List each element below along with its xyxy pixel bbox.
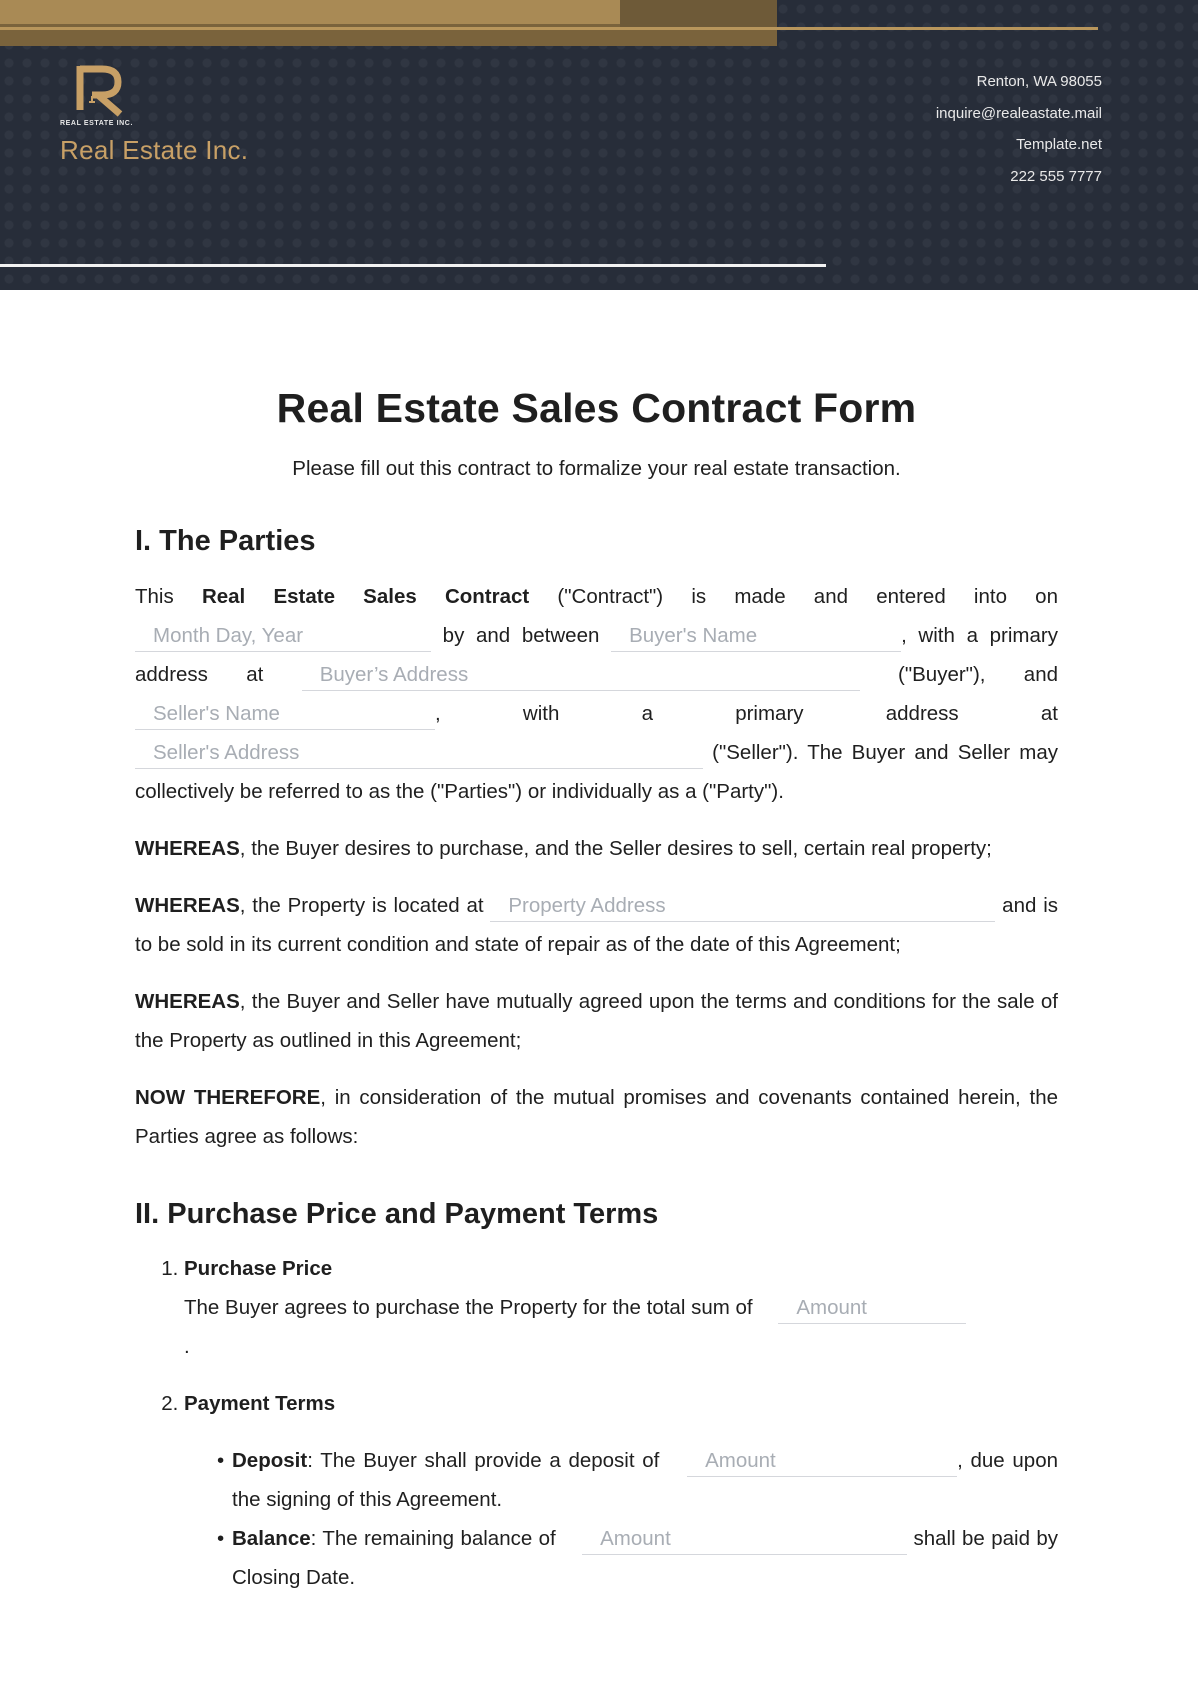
whereas-bold: WHEREAS	[135, 837, 240, 860]
contract-document	[135, 385, 1058, 1597]
text: ("Contract") is made and entered into on	[529, 585, 1058, 608]
purchase-amount-field[interactable]: Amount	[778, 1293, 966, 1324]
gold-band-right	[620, 0, 777, 28]
text: , the Property is located at	[239, 894, 491, 917]
text: , with a primary address at	[135, 624, 1058, 686]
page-subtitle: Please fill out this contract to formalize your real estate transaction.	[292, 457, 901, 480]
deposit-item	[232, 1441, 1058, 1519]
purchase-price-text	[184, 1288, 1058, 1366]
contact-phone: 222 555 7777	[1010, 167, 1102, 185]
buyer-address-field[interactable]: Buyer’s Address	[302, 660, 860, 691]
whereas-paragraph-2	[135, 886, 1058, 964]
payment-terms-title: 2. Payment Terms	[184, 1392, 336, 1415]
text: , in consideration of the mutual promises and covenants contained herein, the Parties agree as follows:	[135, 1086, 1058, 1148]
text: ("Buyer"), and	[859, 663, 1058, 686]
white-rule	[0, 264, 826, 267]
contact-block	[936, 66, 1102, 192]
parties-paragraph	[135, 577, 1058, 811]
contact-email[interactable]: inquire@realeastate.mail	[935, 104, 1102, 122]
text: , with a primary address at	[435, 702, 1058, 725]
property-address-field[interactable]: Property Address	[490, 891, 995, 922]
balance-item	[232, 1519, 1058, 1597]
text: .	[184, 1335, 190, 1358]
whereas-bold: WHEREAS	[135, 894, 240, 917]
seller-name-field[interactable]: Seller's Name	[135, 699, 435, 730]
balance-amount-field[interactable]: Amount	[582, 1524, 907, 1555]
text: ("Seller"). The Buyer and Seller may collectively be referred to as the ("Parties") or individually as a ("Party").	[135, 741, 1058, 803]
logo-small-text: REAL ESTATE INC.	[60, 120, 133, 127]
buyer-name-field[interactable]: Buyer's Name	[611, 621, 901, 652]
gold-rule	[0, 27, 1098, 30]
payment-terms-bullets	[184, 1441, 1058, 1597]
deposit-label: Deposit	[232, 1449, 308, 1472]
text: by and between	[431, 624, 612, 647]
purchase-price-title: 1. Purchase Price	[184, 1257, 333, 1280]
company-logo	[60, 62, 300, 166]
text: , due upon the signing of this Agreement.	[232, 1449, 1059, 1511]
logo-r-monogram-icon	[72, 62, 128, 118]
deposit-amount-field[interactable]: Amount	[687, 1446, 957, 1477]
whereas-paragraph-3	[135, 982, 1058, 1060]
list-item-purchase-price	[184, 1249, 1058, 1366]
now-therefore-bold: NOW THEREFORE	[135, 1086, 321, 1109]
contact-address: Renton, WA 98055	[976, 73, 1102, 90]
whereas-paragraph-1	[135, 829, 1058, 868]
date-field[interactable]: Month Day, Year	[135, 621, 431, 652]
letterhead	[0, 0, 1200, 290]
list-item-payment-terms	[184, 1384, 1058, 1597]
now-therefore-paragraph	[135, 1078, 1058, 1156]
whereas-bold: WHEREAS	[135, 990, 240, 1013]
gold-band-left	[0, 0, 620, 24]
section-heading-parties: I. The Parties	[135, 525, 316, 557]
text: : The Buyer shall provide a deposit of	[307, 1449, 668, 1472]
seller-address-field[interactable]: Seller's Address	[135, 738, 703, 769]
text: This	[135, 585, 202, 608]
company-name: Real Estate Inc.	[60, 135, 249, 165]
text: : The remaining balance of	[310, 1527, 563, 1550]
text: , the Buyer and Seller have mutually agreed upon the terms and conditions for the sale of the Property as outlined in this Agreement;	[135, 990, 1058, 1052]
contact-website[interactable]: Template.net	[1016, 136, 1102, 153]
contract-name-bold: Real Estate Sales Contract	[201, 585, 530, 608]
page-title: Real Estate Sales Contract Form	[276, 385, 917, 431]
section-heading-payment: II. Purchase Price and Payment Terms	[135, 1198, 659, 1230]
balance-label: Balance	[232, 1527, 311, 1550]
text: The Buyer agrees to purchase the Property for the total sum of	[184, 1296, 759, 1319]
text: shall be paid by Closing Date.	[232, 1527, 1058, 1589]
text: and is to be sold in its current condition and state of repair as of the date of this Agreement;	[135, 894, 1058, 956]
payment-terms-list	[135, 1249, 1058, 1597]
text: , the Buyer desires to purchase, and the Seller desires to sell, certain real property;	[239, 837, 992, 860]
